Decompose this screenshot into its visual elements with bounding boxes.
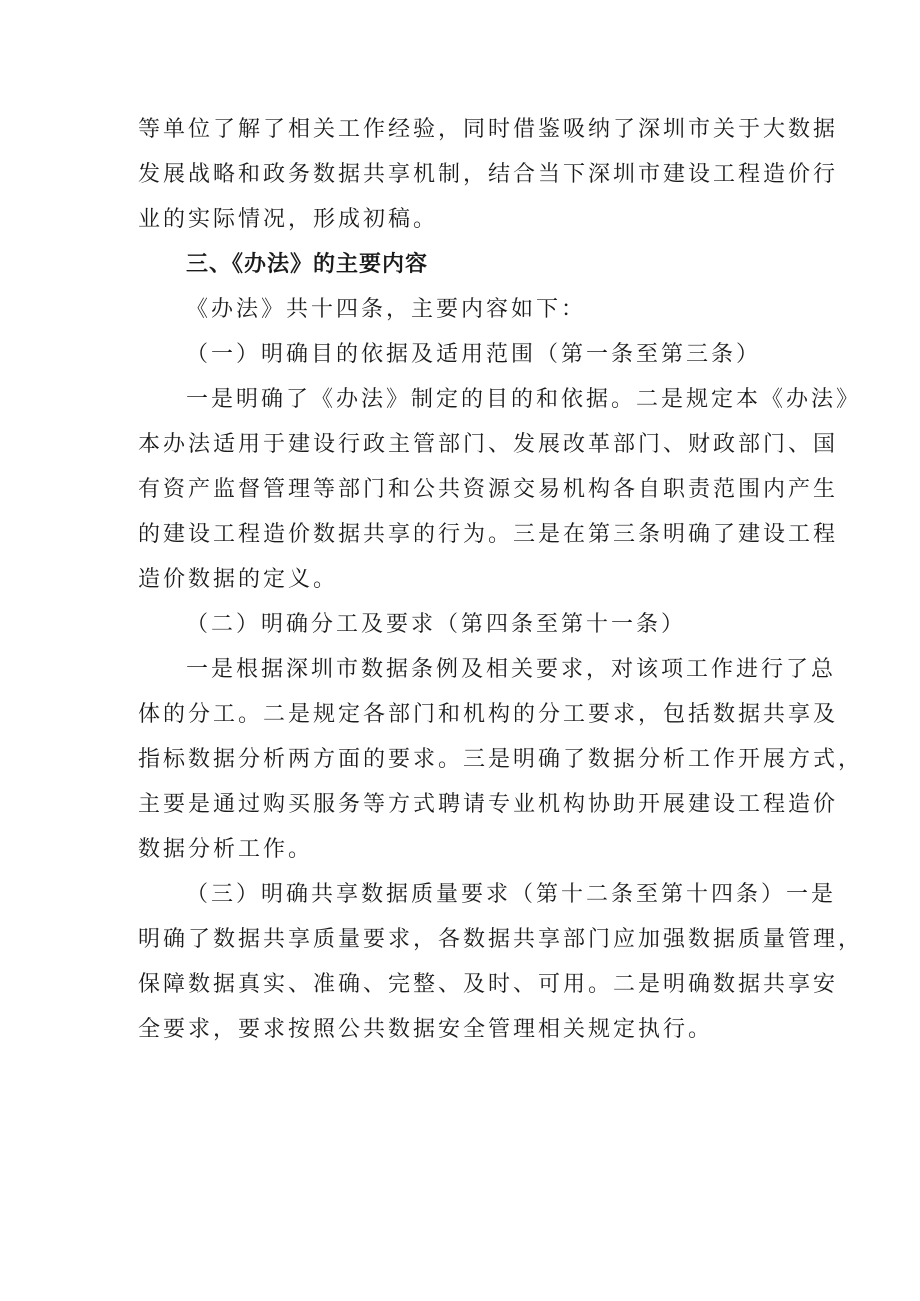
- paragraph-line: 造价数据的定义。: [138, 567, 339, 592]
- subsection-heading-1: （一）明确目的依据及适用范围（第一条至第三条）: [186, 342, 762, 367]
- paragraph-line: 本办法适用于建设行政主管部门、发展改革部门、财政部门、国: [138, 432, 839, 457]
- paragraph-line: 等单位了解了相关工作经验，同时借鉴吸纳了深圳市关于大数据: [138, 117, 839, 142]
- subsection-heading-2: （二）明确分工及要求（第四条至第十一条）: [186, 612, 687, 637]
- paragraph-line: 主要是通过购买服务等方式聘请专业机构协助开展建设工程造价: [138, 792, 839, 817]
- paragraph-line: 全要求，要求按照公共数据安全管理相关规定执行。: [138, 1017, 714, 1042]
- subsection-heading-3: （三）明确共享数据质量要求（第十二条至第十四条）一是: [186, 882, 837, 907]
- paragraph-line: 明确了数据共享质量要求，各数据共享部门应加强数据质量管理，: [138, 927, 864, 952]
- section-heading: 三、《办法》的主要内容: [186, 252, 429, 277]
- paragraph-line: 保障数据真实、准确、完整、及时、可用。二是明确数据共享安: [138, 972, 839, 997]
- paragraph-line: 业的实际情况，形成初稿。: [138, 207, 439, 232]
- intro-line: 《办法》共十四条，主要内容如下：: [186, 297, 587, 322]
- paragraph-line: 指标数据分析两方面的要求。三是明确了数据分析工作开展方式，: [138, 747, 864, 772]
- paragraph-line: 发展战略和政务数据共享机制，结合当下深圳市建设工程造价行: [138, 162, 839, 187]
- paragraph-line: 数据分析工作。: [138, 837, 314, 862]
- paragraph-line: 一是根据深圳市数据条例及相关要求，对该项工作进行了总: [186, 657, 837, 682]
- paragraph-line: 一是明确了《办法》制定的目的和依据。二是规定本《办法》: [186, 387, 862, 412]
- paragraph-line: 的建设工程造价数据共享的行为。三是在第三条明确了建设工程: [138, 522, 839, 547]
- paragraph-line: 有资产监督管理等部门和公共资源交易机构各自职责范围内产生: [138, 477, 839, 502]
- paragraph-line: 体的分工。二是规定各部门和机构的分工要求，包括数据共享及: [138, 702, 839, 727]
